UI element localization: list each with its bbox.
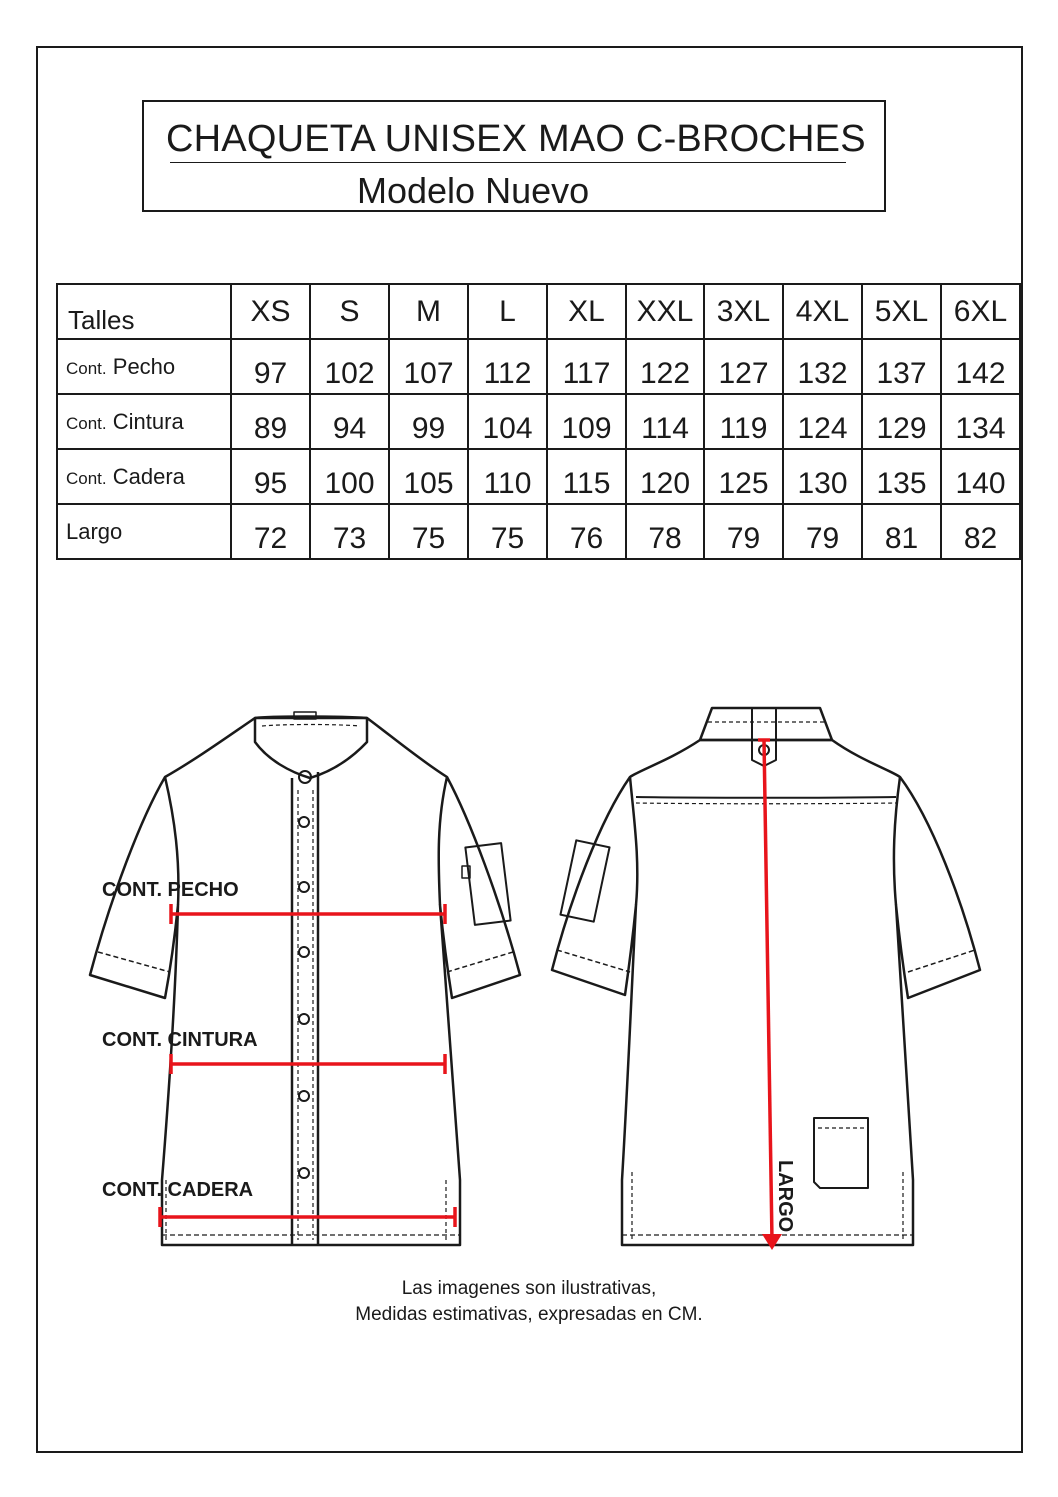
table-cell: 99 bbox=[389, 394, 468, 449]
table-cell: 107 bbox=[389, 339, 468, 394]
page-subtitle: Modelo Nuevo bbox=[357, 170, 590, 211]
size-header: 4XL bbox=[783, 284, 862, 339]
table-cell: 109 bbox=[547, 394, 626, 449]
row-label-text: Pecho bbox=[112, 353, 176, 379]
row-label-prefix: Cont. bbox=[66, 468, 107, 488]
size-header: 3XL bbox=[704, 284, 783, 339]
table-cell: 75 bbox=[389, 504, 468, 559]
table-cell: 81 bbox=[862, 504, 941, 559]
table-cell: 102 bbox=[310, 339, 389, 394]
size-header: XXL bbox=[626, 284, 704, 339]
jacket-front-drawing bbox=[90, 712, 520, 1245]
table-cell: 104 bbox=[468, 394, 547, 449]
header-label: Talles bbox=[57, 284, 231, 339]
table-cell: 75 bbox=[468, 504, 547, 559]
table-cell: 112 bbox=[468, 339, 547, 394]
size-header: S bbox=[310, 284, 389, 339]
table-cell: 117 bbox=[547, 339, 626, 394]
table-cell: 97 bbox=[231, 339, 310, 394]
page-title: CHAQUETA UNISEX MAO C-BROCHES bbox=[166, 118, 866, 160]
cadera-measure-line bbox=[160, 1207, 455, 1227]
table-cell: 129 bbox=[862, 394, 941, 449]
table-cell: 132 bbox=[783, 339, 862, 394]
footer-line-2: Medidas estimativas, expresadas en CM. bbox=[355, 1304, 703, 1325]
pecho-label: CONT. PECHO bbox=[102, 879, 239, 901]
table-cell: 134 bbox=[941, 394, 1020, 449]
table-cell: 119 bbox=[704, 394, 783, 449]
size-header: 6XL bbox=[941, 284, 1020, 339]
table-cell: 100 bbox=[310, 449, 389, 504]
row-label-text: Largo bbox=[66, 518, 123, 544]
footer-note bbox=[0, 1278, 1058, 1330]
size-header: 5XL bbox=[862, 284, 941, 339]
table-cell: 114 bbox=[626, 394, 704, 449]
table-cell: 82 bbox=[941, 504, 1020, 559]
largo-measure-line bbox=[758, 740, 772, 1240]
table-cell: 105 bbox=[389, 449, 468, 504]
size-header: M bbox=[389, 284, 468, 339]
footer-line-1: Las imagenes son ilustrativas, bbox=[401, 1278, 657, 1299]
table-cell: 137 bbox=[862, 339, 941, 394]
table-cell: 94 bbox=[310, 394, 389, 449]
table-cell: 122 bbox=[626, 339, 704, 394]
row-label-prefix: Cont. bbox=[66, 358, 107, 378]
table-cell: 89 bbox=[231, 394, 310, 449]
table-cell: 125 bbox=[704, 449, 783, 504]
table-cell: 79 bbox=[783, 504, 862, 559]
table-cell: 127 bbox=[704, 339, 783, 394]
size-header: L bbox=[468, 284, 547, 339]
table-cell: 79 bbox=[704, 504, 783, 559]
row-label-text: Cadera bbox=[112, 463, 185, 489]
cadera-label: CONT. CADERA bbox=[102, 1179, 254, 1201]
table-cell: 130 bbox=[783, 449, 862, 504]
table-cell: 73 bbox=[310, 504, 389, 559]
row-label-prefix: Cont. bbox=[66, 413, 107, 433]
table-cell: 95 bbox=[231, 449, 310, 504]
table-cell: 135 bbox=[862, 449, 941, 504]
cintura-measure-line bbox=[171, 1054, 445, 1074]
table-cell: 78 bbox=[626, 504, 704, 559]
size-header: XL bbox=[547, 284, 626, 339]
row-label-text: Cintura bbox=[112, 408, 184, 434]
table-cell: 142 bbox=[941, 339, 1020, 394]
table-cell: 72 bbox=[231, 504, 310, 559]
table-cell: 115 bbox=[547, 449, 626, 504]
table-cell: 110 bbox=[468, 449, 547, 504]
table-cell: 120 bbox=[626, 449, 704, 504]
pecho-measure-line bbox=[171, 904, 445, 924]
table-cell: 140 bbox=[941, 449, 1020, 504]
cintura-label: CONT. CINTURA bbox=[102, 1029, 258, 1051]
table-cell: 124 bbox=[783, 394, 862, 449]
size-header: XS bbox=[231, 284, 310, 339]
largo-arrow-head bbox=[762, 1234, 782, 1250]
table-cell: 76 bbox=[547, 504, 626, 559]
largo-label: LARGO bbox=[774, 1160, 796, 1233]
